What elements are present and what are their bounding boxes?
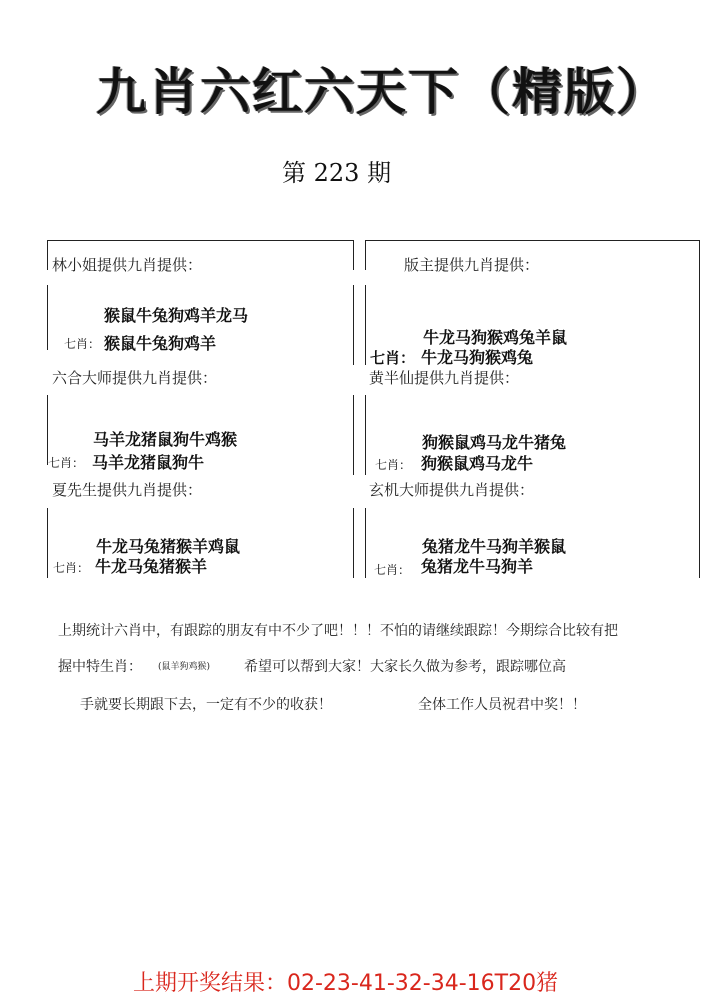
seven-label: 七肖：	[375, 458, 412, 472]
seven-zodiac: 兔猪龙牛马狗羊	[421, 557, 534, 576]
nine-zodiac: 牛龙马狗猴鸡兔羊鼠	[423, 328, 568, 347]
panel-header: 黄半仙提供九肖提供：	[369, 369, 520, 387]
left-border-1	[47, 240, 48, 270]
seven-label: 七肖：	[64, 337, 101, 351]
center-border-3	[353, 395, 354, 475]
center-border-7	[365, 395, 366, 475]
seven-label: 七肖：	[48, 456, 85, 470]
message-line-3a: 手就要长期跟下去，一定有不少的收获！	[80, 697, 332, 713]
message-line-3b: 全体工作人员祝君中奖！！	[418, 697, 586, 713]
seven-zodiac: 马羊龙猪鼠狗牛	[92, 453, 205, 472]
seven-label: 七肖：	[374, 563, 411, 577]
draw-result: 上期开奖结果：02-23-41-32-34-16T20猪	[133, 971, 559, 996]
seven-label: 七肖：	[53, 561, 90, 575]
center-border-5	[365, 240, 366, 270]
panel-header: 六合大师提供九肖提供：	[52, 369, 218, 387]
center-border-6	[365, 285, 366, 365]
center-border-2	[353, 285, 354, 365]
issue-number: 第 223 期	[282, 159, 392, 187]
left-border-2	[47, 285, 48, 350]
seven-zodiac: 牛龙马兔猪猴羊	[95, 557, 208, 576]
seven-zodiac: 狗猴鼠鸡马龙牛	[421, 454, 534, 473]
message-line-1: 上期统计六肖中，有跟踪的朋友有中不少了吧！！！不怕的请继续跟踪！今期综合比较有把	[58, 623, 618, 639]
panel-header: 版主提供九肖提供：	[404, 256, 540, 274]
main-title: 九肖六红六天下（精版）	[96, 63, 668, 121]
message-note: (鼠羊狗鸡猴)	[158, 662, 211, 672]
panel-header: 夏先生提供九肖提供：	[52, 481, 203, 499]
right-top-border	[365, 240, 699, 241]
nine-zodiac: 牛龙马兔猪猴羊鸡鼠	[96, 537, 241, 556]
panel-header: 玄机大师提供九肖提供：	[369, 481, 535, 499]
nine-zodiac: 马羊龙猪鼠狗牛鸡猴	[93, 430, 238, 449]
left-border-4	[47, 508, 48, 578]
seven-zodiac: 猴鼠牛兔狗鸡羊	[104, 334, 217, 353]
nine-zodiac: 狗猴鼠鸡马龙牛猪兔	[422, 433, 567, 452]
nine-zodiac: 猴鼠牛兔狗鸡羊龙马	[104, 306, 249, 325]
message-line-2a: 握中特生肖：	[58, 659, 142, 675]
message-line-2b: 希望可以帮到大家！大家长久做为参考，跟踪哪位高	[244, 659, 566, 675]
center-border-1	[353, 240, 354, 270]
center-border-4	[353, 508, 354, 578]
center-border-8	[365, 508, 366, 578]
right-border	[699, 240, 700, 578]
seven-zodiac: 牛龙马狗猴鸡兔	[421, 348, 534, 367]
seven-label: 七肖：	[370, 349, 416, 367]
left-top-border	[47, 240, 353, 241]
nine-zodiac: 兔猪龙牛马狗羊猴鼠	[422, 537, 567, 556]
panel-header: 林小姐提供九肖提供：	[52, 256, 203, 274]
